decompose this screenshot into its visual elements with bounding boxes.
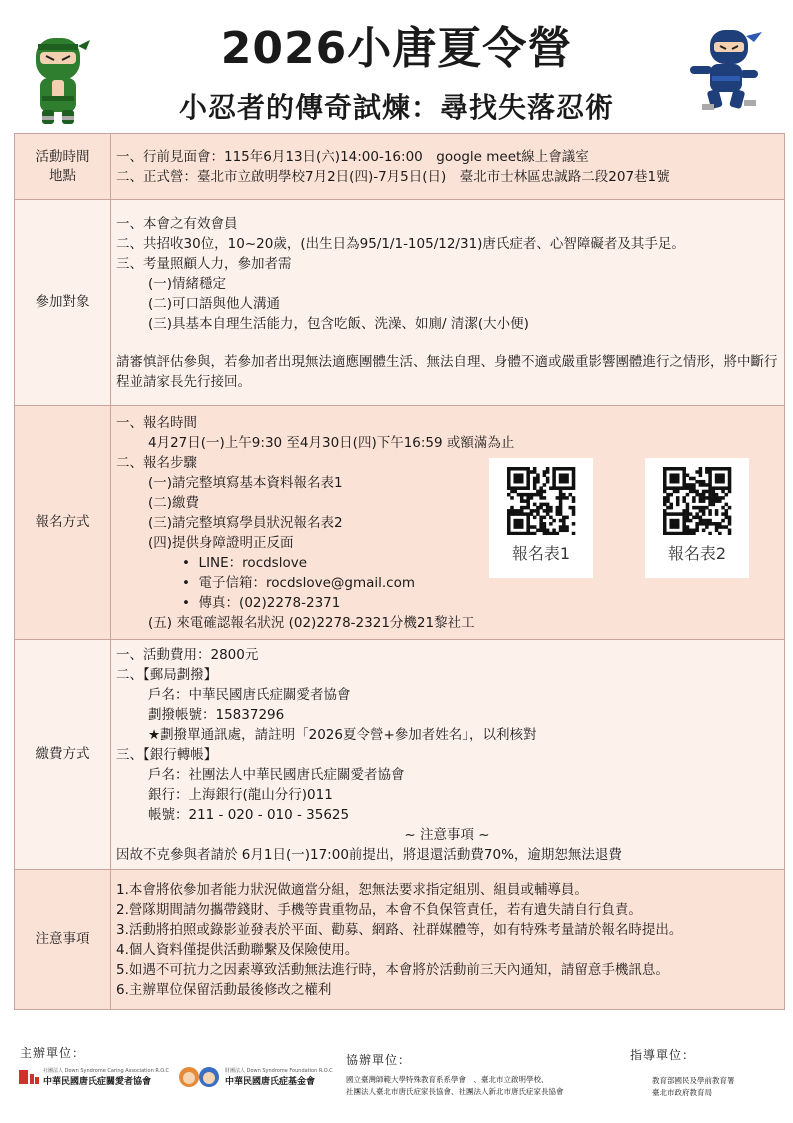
content-notes	[111, 870, 785, 1010]
label-time-location: 活動時間 地點	[15, 134, 111, 200]
row-payment	[15, 640, 785, 870]
qr-label-1: 報名表1	[511, 544, 571, 563]
page-subtitle: 小忍者的傳奇試煉：尋找失落忍術	[178, 91, 614, 124]
label-payment: 繳費方式	[15, 640, 111, 870]
content-registration: 一、報名時間 4月27日(一)上午9:30 至4月30日(四)下午16:59 或額滿為止 二、報名步驟 (一)請完整填寫基本資料報名表1 (二)繳費 (三)請完整填寫學員狀況報名表2 (四)提供身障證明正反面 • LINE：rocdslove • 電子信箱：rocdslove@gmail.com • 傳真：(02)2278-2371 (五) 來電確認報名狀況 (02)2278-2321分機21黎社工	[111, 406, 785, 640]
content-time-location	[111, 134, 785, 200]
qr-registration-form-2[interactable]	[645, 458, 749, 578]
bullet-email: • 電子信箱：rocdslove@gmail.com	[182, 574, 416, 591]
qr-registration-form-1[interactable]	[489, 458, 593, 578]
association-logo-icon	[18, 1068, 40, 1086]
label-notes: 注意事項	[15, 870, 111, 1010]
bullet-fax: • 傳真：(02)2278-2371	[182, 594, 341, 611]
content-participants: 一、本會之有效會員 二、共招收30位，10~20歲，(出生日為95/1/1-105/12/31)唐氏症者、心智障礙者及其手足。 三、考量照顧人力，參加者需 (一)情緒穩定 (二)可口語與他人溝通 (三)具基本自理生活能力，包含吃飯、洗澡、如廁/ 清潔(大小便) 請審慎評估參與，若參加者出現無法適應團體生活、無法自理、身體不適或嚴重影響團體進行之情形，將中斷行程並請家長先行接回。	[111, 200, 785, 406]
time-line-1: 一、行前見面會：115年6月13日(六)14:00-16:00 google meet線上會議室	[116, 148, 589, 165]
label-registration: 報名方式	[15, 406, 111, 640]
row-notes	[15, 870, 785, 1010]
note-item: 6.主辦單位保留活動最後修改之權利	[116, 981, 332, 998]
payment-notice-heading: ~ 注意事項 ~	[404, 826, 490, 843]
note-item: 5.如遇不可抗力之因素導致活動無法進行時，本會將於活動前三天內通知，請留意手機訊息。	[116, 961, 669, 978]
guidance-section: 指導單位： 教育部國民及學前教育署 臺北市政府教育局	[630, 1048, 735, 1097]
label-participants: 參加對象	[15, 200, 111, 406]
organizer-label: 主辦單位：	[20, 1046, 86, 1060]
co-organizer-label: 協辦單位：	[346, 1053, 412, 1067]
time-line-2: 二、正式營：臺北市立啟明學校7月2日(四)-7月5日(日) 臺北市士林區忠誠路二段207巷1號	[116, 168, 670, 185]
qr-code-icon	[502, 467, 580, 535]
bullet-line: • LINE：rocdslove	[182, 554, 308, 571]
note-item: 4.個人資料僅提供活動聯繫及保險使用。	[116, 941, 359, 958]
qr-label-2: 報名表2	[667, 544, 727, 563]
organizer-section	[20, 1044, 85, 1061]
organizer-logo-1: 社團法人 Down Syndrome Caring Association R.O.C 中華民國唐氏症關愛者協會	[18, 1067, 169, 1087]
guidance-label: 指導單位：	[630, 1048, 696, 1062]
refund-policy: 因故不克參與者請於 6月1日(一)17:00前提出，將退還活動費70%，逾期恕無法退費	[116, 846, 622, 863]
content-payment: 一、活動費用：2800元 二、【郵局劃撥】 戶名：中華民國唐氏症關愛者協會 劃撥帳號：15837296 ★劃撥單通訊處，請註明「2026夏令營+參加者姓名」，以利核對 三、【銀行轉帳】 戶名：社團法人中華民國唐氏症關愛者協會 銀行：上海銀行(龍山分行)011 帳號：211 - 020 - 010 - 35625 ~ 注意事項 ~ 因故不克參與者請於 6月1日(一)17:00前提出，將退還活動費70%，逾期恕無法退費	[111, 640, 785, 870]
note-item: 3.活動將拍照或錄影並發表於平面、勸募、網路、社群媒體等，如有特殊考量請於報名時提出。	[116, 921, 683, 938]
qr-code-icon	[658, 467, 736, 535]
row-participants	[15, 200, 785, 406]
note-item: 1.本會將依參加者能力狀況做適當分組，恕無法要求指定組別、組員或輔導員。	[116, 881, 588, 898]
row-time-location	[15, 134, 785, 200]
co-organizer-section: 協辦單位： 國立臺灣師範大學特殊教育系系學會 、臺北市立啟明學校、 社團法人臺北市唐氏症家長協會、社團法人新北市唐氏症家長協會	[346, 1053, 564, 1096]
page-title: 2026小唐夏令營	[220, 23, 573, 74]
foundation-logo-icon	[178, 1066, 222, 1088]
participants-note: 請審慎評估參與，若參加者出現無法適應團體生活、無法自理、身體不適或嚴重影響團體進行之情形，將中斷行程並請家長先行接回。	[116, 353, 778, 390]
organizer-logo-2: 財團法人 Down Syndrome Foundation R.O.C 中華民國唐氏症基金會	[178, 1066, 333, 1088]
note-item: 2.營隊期間請勿攜帶錢財、手機等貴重物品，本會不負保管責任，若有遺失請自行負責。	[116, 901, 642, 918]
